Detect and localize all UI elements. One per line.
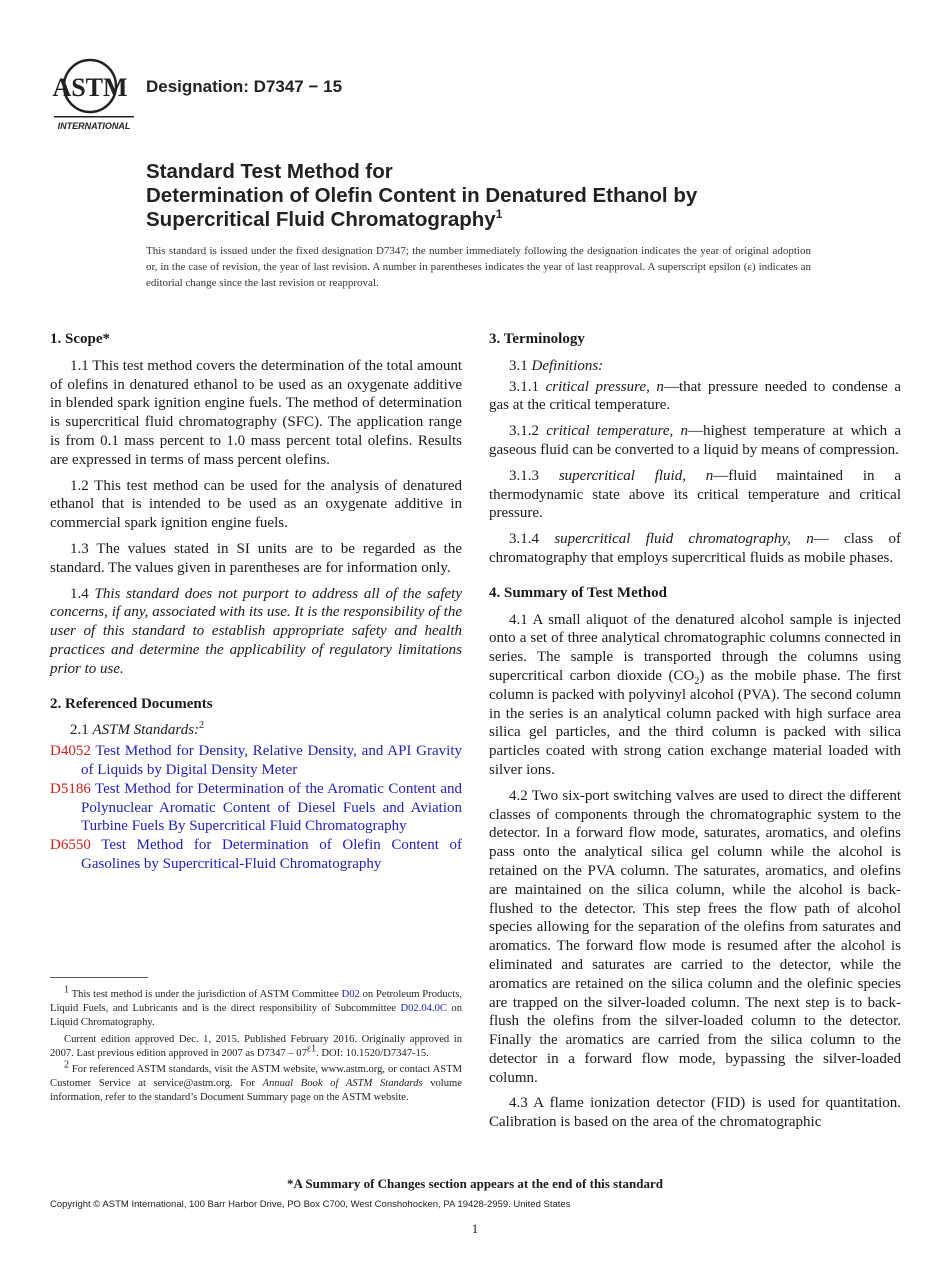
- paragraph-1-1: 1.1 This test method covers the determination of the total amount of olefins in denatured ethanol to be used as an oxygenate additive in blended spark ignition engine fuels. The method of determination is supercritical fluid chromatography (SFC). The application range is from 0.1 mass percent to 1.0 mass percent total olefins. Results are expressed in terms of mass percent olefins.: [50, 357, 462, 468]
- footnote-1-a: This test method is under the jurisdiction of ASTM Committee: [71, 989, 339, 1000]
- footnote-1-b: on Petroleum Products, Liquid Fuels, and Lubricants and is the direct responsibility of Subcommittee: [50, 989, 463, 1015]
- paragraph-4-3: 4.3 A flame ionization detector (FID) is used for quantitation. Calibration is based on the area of the chromatographic: [489, 1095, 901, 1131]
- definition-text: —highest temperature at which a gaseous fluid can be converted to a liquid by means of compression.: [489, 423, 901, 458]
- logo-subtext: INTERNATIONAL: [57, 121, 131, 131]
- definition-term: supercritical fluid, n: [558, 467, 714, 484]
- paragraph-4-1-b: ) as the mobile phase. The first column is packed with polyvinyl alcohol (PVA). The second column in the series is an analytical column packed with high surface area silica gel particles, and the third column is packed with silica particles coated with strong cation exchange material loaded with silver ions.: [489, 667, 901, 778]
- paragraph-3-1-num: 3.1: [509, 357, 528, 374]
- footnote-2: [50, 1059, 462, 1106]
- section-3-heading: 3. Terminology: [489, 331, 585, 347]
- copyright: Copyright © ASTM International, 100 Barr Harbor Drive, PO Box C700, West Conshohocken, PA 19428-2959. United States: [50, 1199, 571, 1210]
- reference-d6550[interactable]: [50, 836, 462, 874]
- definition-term: critical temperature, n: [546, 423, 689, 440]
- paragraph-1-4: [50, 585, 462, 679]
- title-line-3-text: Supercritical Fluid Chromatography: [146, 208, 496, 231]
- footnote-1-edition-b: . DOI: 10.1520/D7347-15.: [316, 1047, 429, 1059]
- reference-code[interactable]: D4052: [50, 743, 91, 760]
- footnote-2-a: For referenced ASTM standards, visit the ASTM website, www.astm.org, or contact ASTM Customer Service at service@astm.org. For: [50, 1064, 462, 1090]
- footnote-2-b: volume information, refer to the standard’s Document Summary page on the ASTM website.: [50, 1078, 462, 1104]
- reference-d5186[interactable]: [50, 780, 462, 836]
- page-number: 1: [471, 1221, 479, 1236]
- definition-3-1-1: [489, 378, 901, 416]
- footnote-divider: [50, 977, 148, 978]
- definition-text: —that pressure needed to condense a gas at the critical temperature.: [489, 378, 902, 414]
- paragraph-3-1: [489, 357, 901, 376]
- section-4-heading: 4. Summary of Test Method: [489, 584, 667, 601]
- paragraph-2-1: [50, 721, 462, 740]
- definition-3-1-3: [489, 467, 901, 523]
- footnote-1-c: on Liquid Chromatography.: [50, 1003, 462, 1029]
- paragraph-4-2: 4.2 Two six-port switching valves are used to direct the different classes of components through the chromatographic system to the detector. In a forward flow mode, saturates, aromatics, and olefins pass onto the analytical silica gel column while the alcohol is retained on the PVA column. The saturates, aromatics, and olefins are maintained on the silica column, while the alcohol is back-flushed to the detector. This step frees the flow path of alcohol species allowing for the separation of the olefins from saturates and aromatics. The forward flow mode is resumed after the alcohol is eliminated and saturates are carried to the detector, while the aromatics are retained on the silica column and the olefinic species are trapped on the silver-loaded column. The next step is to back-flush the olefins from the silver-loaded column to the detector. Finally the aromatics are carried from the silica column to the detector in a forward flow mode, bypassing the silver-loaded column.: [489, 787, 901, 1086]
- summary-of-changes-note: *A Summary of Changes section appears at the end of this standard: [287, 1176, 663, 1191]
- paragraph-3-1-label: Definitions:: [531, 357, 604, 374]
- logo-text: ASTM: [52, 73, 128, 102]
- footnotes: [50, 984, 463, 1108]
- definition-3-1-4: [489, 530, 901, 568]
- subcommittee-link[interactable]: D02.04.0C: [400, 1003, 447, 1015]
- epsilon-superscript: ε1: [306, 1043, 317, 1055]
- paragraph-1-4-text: This standard does not purport to address all of the safety concerns, if any, associated with its use. It is the responsibility of the user of this standard to establish appropriate safety and health practices and determine the applicability of regulatory limitations prior to use.: [50, 585, 463, 677]
- footnote-1-mark: 1: [64, 984, 69, 996]
- reference-title[interactable]: Test Method for Determination of the Aromatic Content and Polynuclear Aromatic Content of Diesel Fuels and Aviation Turbine Fuels By Supercritical Fluid Chromatography: [81, 780, 462, 835]
- definition-text: —fluid maintained in a thermodynamic state above its critical temperature and critical pressure.: [489, 467, 901, 522]
- definition-term: critical pressure, n: [545, 378, 664, 395]
- definition-text: — class of chromatography that employs supercritical fluids as mobile phases.: [489, 531, 901, 566]
- right-column: [489, 330, 901, 1139]
- title-line-2: Determination of Olefin Content in Denatured Ethanol by: [146, 184, 698, 207]
- paragraph-2-1-label: ASTM Standards:: [92, 722, 200, 739]
- footnote-1-edition-a: Current edition approved Dec. 1, 2015. Published February 2016. Originally approved in 2007. Last previous edition approved in 2007 as D7347 – 07: [50, 1033, 462, 1059]
- reference-title[interactable]: Test Method for Determination of Olefin Content of Gasolines by Supercritical-Fluid Chromatography: [81, 837, 462, 872]
- definition-num: 3.1.3: [509, 467, 539, 484]
- definition-3-1-2: [489, 422, 901, 460]
- footnote-1: [50, 984, 463, 1031]
- reference-code[interactable]: D5186: [50, 780, 91, 797]
- paragraph-4-1: [489, 611, 901, 780]
- footnote-2-mark: 2: [64, 1059, 69, 1071]
- paragraph-1-2: 1.2 This test method can be used for the analysis of denatured ethanol that is intended to be used as an oxygenate additive in commercial spark ignition engine fuels.: [50, 477, 462, 532]
- paragraph-2-1-mark: 2: [199, 720, 205, 732]
- title-footnote-mark: 1: [495, 207, 503, 222]
- reference-d4052[interactable]: [50, 742, 462, 780]
- paragraph-2-1-num: 2.1: [70, 722, 89, 739]
- definition-term: supercritical fluid chromatography, n: [554, 531, 814, 548]
- section-1-heading: 1. Scope*: [50, 331, 110, 347]
- astm-logo: [52, 56, 136, 134]
- paragraph-1-3: 1.3 The values stated in SI units are to be regarded as the standard. The values given in parentheses are for information only.: [50, 540, 462, 576]
- section-2-heading: 2. Referenced Documents: [50, 695, 213, 712]
- paragraph-1-4-num: 1.4: [70, 585, 89, 602]
- committee-link[interactable]: D02: [341, 989, 360, 1000]
- reference-code[interactable]: D6550: [50, 837, 91, 854]
- preamble: This standard is issued under the fixed designation D7347; the number immediately following the designation indicates the year of original adoption or, in the case of revision, the year of last revision. A number in parentheses indicates the year of last reapproval. A superscript epsilon (ε) indicates an editorial change since the last revision or reapproval.: [146, 245, 811, 289]
- left-column: [50, 330, 462, 874]
- definition-num: 3.1.2: [509, 423, 539, 440]
- document-title: [146, 160, 866, 232]
- reference-title[interactable]: Test Method for Density, Relative Density, and API Gravity of Liquids by Digital Density Meter: [81, 743, 463, 778]
- title-line-3: [146, 208, 866, 232]
- footnote-2-italic: Annual Book of ASTM Standards: [262, 1078, 423, 1090]
- title-line-1: Standard Test Method for: [146, 160, 393, 183]
- designation: Designation: D7347 − 15: [146, 77, 343, 96]
- co2-subscript: 2: [694, 675, 700, 687]
- paragraph-4-1-a: 4.1 A small aliquot of the denatured alcohol sample is injected onto a set of three analytical chromatographic columns connected in series. The sample is transported through the columns using supercritical carbon dioxide (CO: [489, 611, 901, 684]
- definition-num: 3.1.1: [509, 378, 539, 395]
- definition-num: 3.1.4: [509, 531, 539, 548]
- footnote-1-edition: [50, 1033, 462, 1061]
